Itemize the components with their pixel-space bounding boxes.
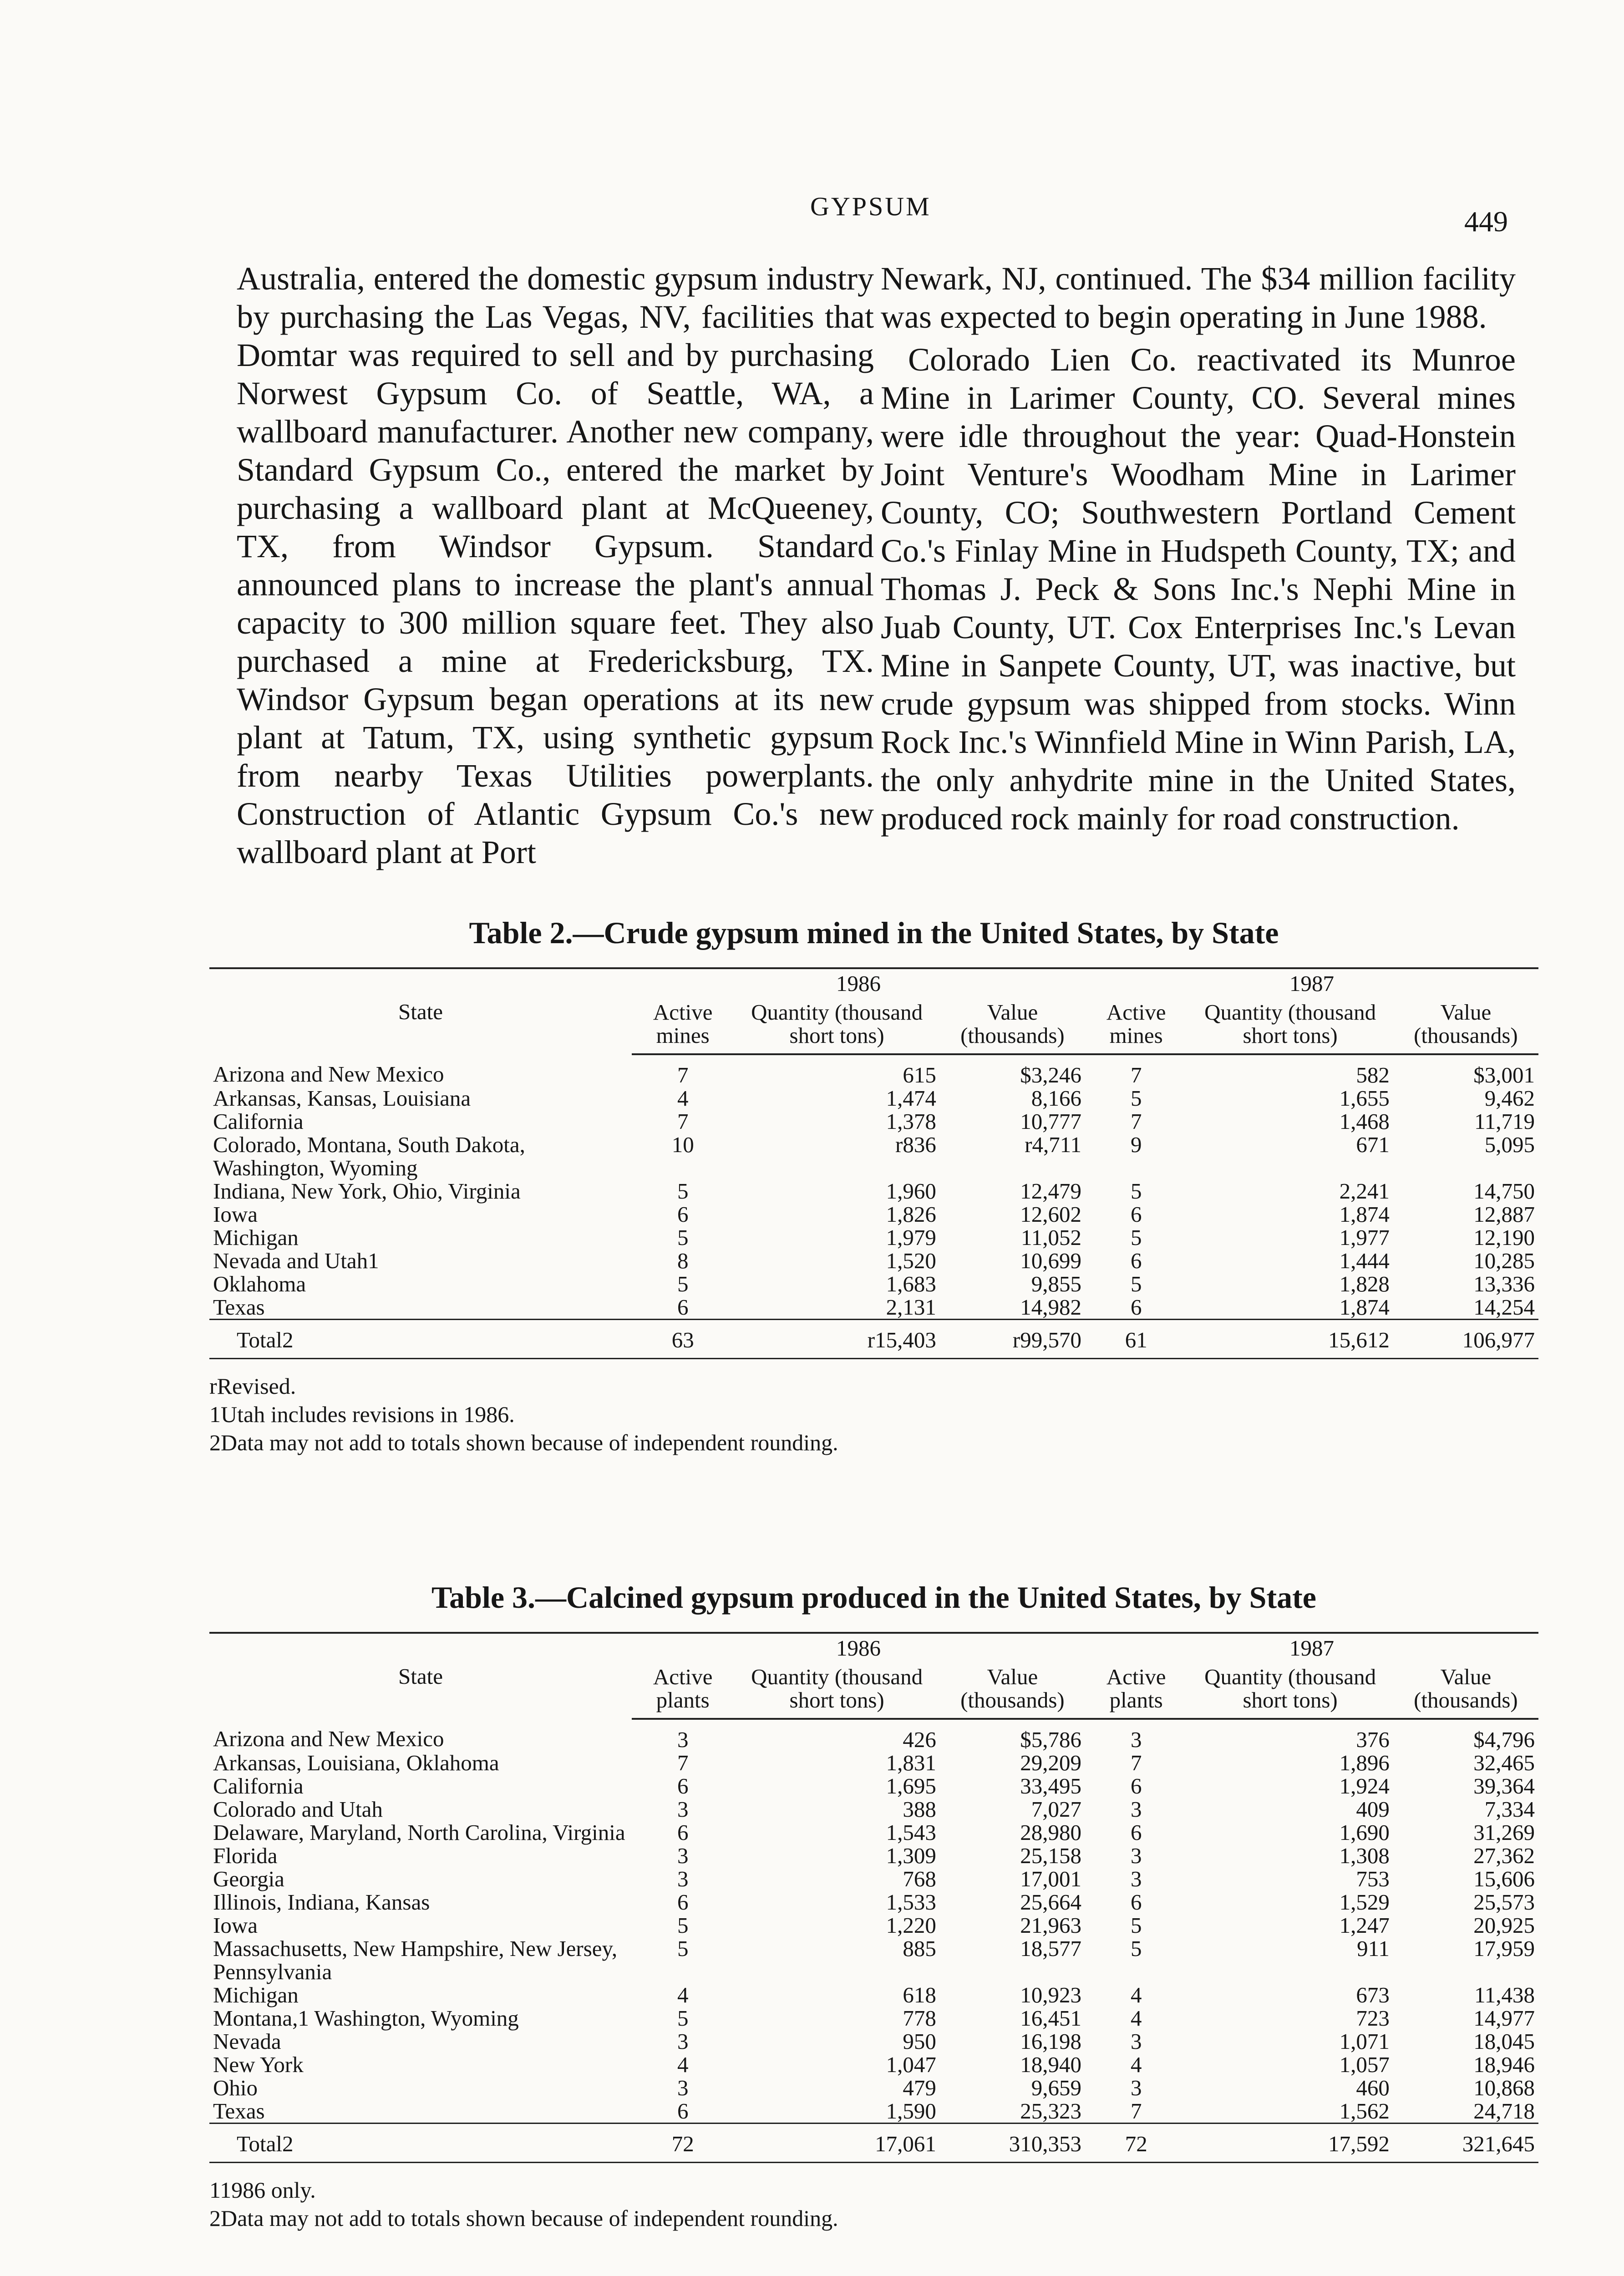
value-cell: 5,095 [1484, 1132, 1535, 1157]
value-cell: 671 [1356, 1132, 1390, 1157]
total-value-cell: 61 [1085, 1320, 1187, 1359]
value-cell: 3 [1130, 2029, 1142, 2054]
total-value-cell: 15,612 [1187, 1320, 1393, 1359]
value-cell: 1,874 [1339, 1202, 1390, 1227]
value-cell: 11,438 [1474, 1982, 1535, 2007]
value-cell: 3 [1130, 1866, 1142, 1891]
table-row [209, 1751, 1538, 1774]
column-header: Value (thousands) [1393, 1662, 1538, 1719]
value-cell: 4 [1130, 2006, 1142, 2031]
state-cell: Colorado, Montana, South Dakota, Washington, Wyoming [213, 1132, 525, 1180]
total-value-cell: 310,353 [940, 2124, 1085, 2163]
column-header: Quantity (thousand short tons) [734, 1662, 939, 1719]
value-cell: 13,336 [1473, 1271, 1535, 1296]
table-row [209, 1054, 1538, 1087]
paragraph: Colorado Lien Co. reactivated its Munroe Mine in Larimer County, CO. Several mines were idle throughout the year: Quad-Honstein Joint Venture's Woodham Mine in Larimer County, CO; Southwestern Portland Cement Co.'s Finlay Mine in Hudspeth County, TX; and Thomas J. Peck & Sons Inc.'s Nephi Mine in Juab County, UT. Cox Enterprises Inc.'s Levan Mine in Sanpete County, UT, was inactive, but crude gypsum was shipped from stocks. Winn Rock Inc.'s Winnfield Mine in Winn Parish, LA, the only anhydrite mine in the United States, produced rock mainly for road construction. [881, 341, 1516, 837]
state-cell: Michigan [213, 1982, 299, 2007]
value-cell: 16,451 [1020, 2006, 1081, 2031]
value-cell: 6 [1130, 1773, 1142, 1798]
table-row [209, 1133, 1538, 1179]
value-cell: 18,940 [1020, 2052, 1081, 2077]
value-cell: 14,750 [1473, 1179, 1535, 1204]
value-cell: 8 [677, 1248, 689, 1273]
column-header: Active plants [1085, 1662, 1187, 1719]
value-cell: $5,786 [1020, 1727, 1081, 1752]
value-cell: 20,925 [1473, 1913, 1535, 1938]
value-cell: 1,529 [1339, 1890, 1390, 1915]
value-cell: 14,977 [1473, 2006, 1535, 2031]
footnote: 2Data may not add to totals shown because of independent rounding. [209, 1430, 838, 1455]
value-cell: 3 [1130, 1843, 1142, 1868]
value-cell: 25,158 [1020, 1843, 1081, 1868]
value-cell: 618 [903, 1982, 936, 2007]
total-value-cell: 72 [1085, 2124, 1187, 2163]
value-cell: 1,977 [1339, 1225, 1390, 1250]
value-cell: 10,285 [1473, 1248, 1535, 1273]
value-cell: 11,052 [1021, 1225, 1081, 1250]
value-cell: 32,465 [1473, 1750, 1535, 1775]
state-cell: Ohio [213, 2075, 258, 2100]
state-cell: Delaware, Maryland, North Carolina, Virginia [213, 1820, 625, 1845]
value-cell: 1,924 [1339, 1773, 1390, 1798]
value-cell: 18,946 [1473, 2052, 1535, 2077]
value-cell: 1,308 [1339, 1843, 1390, 1868]
state-column-header: State [209, 1633, 632, 1719]
value-cell: 18,045 [1473, 2029, 1535, 2054]
value-cell: 1,831 [886, 1750, 936, 1775]
value-cell: 911 [1357, 1936, 1390, 1961]
value-cell: 1,047 [886, 2052, 936, 2077]
column-header: Active mines [632, 998, 734, 1054]
value-cell: 6 [677, 2098, 689, 2124]
value-cell: 3 [677, 1843, 689, 1868]
value-cell: 15,606 [1473, 1866, 1535, 1891]
table-footnotes [209, 2176, 1538, 2232]
table-row [209, 1983, 1538, 2007]
state-cell: Arizona and New Mexico [213, 1726, 444, 1751]
total-value-cell: 321,645 [1393, 2124, 1538, 2163]
state-cell: Oklahoma [213, 1271, 306, 1296]
value-cell: 582 [1356, 1062, 1390, 1087]
table-row [209, 1203, 1538, 1226]
value-cell: 9,659 [1031, 2075, 1081, 2100]
table-2 [209, 915, 1538, 1457]
state-cell: Colorado and Utah [213, 1797, 383, 1822]
value-cell: 1,655 [1339, 1086, 1390, 1111]
value-cell: 9 [1130, 1132, 1142, 1157]
state-cell: Iowa [213, 1913, 258, 1938]
total-value-cell: 106,977 [1393, 1320, 1538, 1359]
value-cell: 12,887 [1473, 1202, 1535, 1227]
value-cell: 4 [677, 1086, 689, 1111]
value-cell: 21,963 [1020, 1913, 1081, 1938]
footnote: 1Utah includes revisions in 1986. [209, 1402, 515, 1427]
value-cell: 9,855 [1031, 1271, 1081, 1296]
value-cell: 376 [1356, 1727, 1390, 1752]
table-row [209, 2099, 1538, 2124]
value-cell: 7 [677, 1109, 689, 1134]
value-cell: 2,131 [886, 1295, 936, 1320]
value-cell: 1,826 [886, 1202, 936, 1227]
footnote: 11986 only. [209, 2177, 316, 2203]
value-cell: 24,718 [1473, 2098, 1535, 2124]
total-row [209, 1320, 1538, 1359]
paragraph: Newark, NJ, continued. The $34 million facility was expected to begin operating in June 1988. [881, 260, 1516, 335]
value-cell: 6 [1130, 1248, 1142, 1273]
table-row [209, 1719, 1538, 1751]
value-cell: 5 [677, 2006, 689, 2031]
value-cell: 1,543 [886, 1820, 936, 1845]
year-header: 1986 [632, 968, 1085, 998]
value-cell: 5 [1130, 1936, 1142, 1961]
table-row [209, 1914, 1538, 1937]
table-row [209, 1821, 1538, 1844]
value-cell: 4 [1130, 1982, 1142, 2007]
state-cell: Texas [213, 1295, 265, 1320]
value-cell: 10,868 [1473, 2075, 1535, 2100]
value-cell: 4 [677, 2052, 689, 2077]
value-cell: 5 [1130, 1913, 1142, 1938]
value-cell: 615 [903, 1062, 936, 1087]
table-row [209, 1890, 1538, 1914]
column-header: Quantity (thousand short tons) [1187, 998, 1393, 1054]
value-cell: 6 [677, 1202, 689, 1227]
value-cell: 6 [1130, 1295, 1142, 1320]
state-cell: Nevada and Utah1 [213, 1248, 379, 1273]
value-cell: 1,896 [1339, 1750, 1390, 1775]
value-cell: 5 [1130, 1086, 1142, 1111]
value-cell: 27,362 [1473, 1843, 1535, 1868]
column-header: Value (thousands) [940, 998, 1085, 1054]
total-label: Total2 [209, 2124, 632, 2163]
state-cell: Florida [213, 1843, 278, 1868]
value-cell: 16,198 [1020, 2029, 1081, 2054]
value-cell: 1,979 [886, 1225, 936, 1250]
state-cell: Texas [213, 2098, 265, 2124]
value-cell: 673 [1356, 1982, 1390, 2007]
value-cell: 1,874 [1339, 1295, 1390, 1320]
table-row [209, 1798, 1538, 1821]
value-cell: 12,479 [1020, 1179, 1081, 1204]
value-cell: 4 [677, 1982, 689, 2007]
table-row [209, 1087, 1538, 1110]
value-cell: 39,364 [1473, 1773, 1535, 1798]
value-cell: 5 [1130, 1179, 1142, 1204]
value-cell: 7 [1130, 1750, 1142, 1775]
value-cell: 10,699 [1020, 1248, 1081, 1273]
value-cell: 12,602 [1020, 1202, 1081, 1227]
value-cell: 1,071 [1339, 2029, 1390, 2054]
value-cell: 6 [1130, 1820, 1142, 1845]
state-cell: California [213, 1773, 304, 1798]
value-cell: 1,378 [886, 1109, 936, 1134]
total-row [209, 2124, 1538, 2163]
value-cell: 5 [1130, 1271, 1142, 1296]
year-header: 1987 [1085, 968, 1538, 998]
value-cell: 10,923 [1020, 1982, 1081, 2007]
value-cell: 8,166 [1031, 1086, 1081, 1111]
value-cell: 5 [1130, 1225, 1142, 1250]
paragraph: Australia, entered the domestic gypsum industry by purchasing the Las Vegas, NV, facilities that Domtar was required to sell and by purchasing Norwest Gypsum Co. of Seattle, WA, a wallboard manufacturer. Another new company, Standard Gypsum Co., entered the market by purchasing a wallboard plant at McQueeney, TX, from Windsor Gypsum. Standard announced plans to increase the plant's annual capacity to 300 million square feet. They also purchased a mine at Fredericksburg, TX. Windsor Gypsum began operations at its new plant at Tatum, TX, using synthetic gypsum from nearby Texas Utilities powerplants. Construction of Atlantic Gypsum Co.'s new wallboard plant at Port [237, 260, 874, 870]
table-row [209, 1295, 1538, 1320]
total-value-cell: 72 [632, 2124, 734, 2163]
value-cell: 6 [677, 1890, 689, 1915]
value-cell: 1,474 [886, 1086, 936, 1111]
table-row [209, 1179, 1538, 1203]
value-cell: 885 [903, 1936, 936, 1961]
total-label: Total2 [209, 1320, 632, 1359]
value-cell: 25,323 [1020, 2098, 1081, 2124]
state-cell: Nevada [213, 2029, 281, 2054]
value-cell: 1,683 [886, 1271, 936, 1296]
body-right-column [881, 259, 1516, 842]
value-cell: 778 [903, 2006, 936, 2031]
column-header: Active plants [632, 1662, 734, 1719]
value-cell: 7 [677, 1750, 689, 1775]
value-cell: 7,334 [1484, 1797, 1535, 1822]
value-cell: 1,590 [886, 2098, 936, 2124]
value-cell: 1,828 [1339, 1271, 1390, 1296]
year-header: 1986 [632, 1633, 1085, 1662]
state-cell: Arkansas, Louisiana, Oklahoma [213, 1750, 499, 1775]
table-title: Table 3.—Calcined gypsum produced in the United States, by State [431, 1580, 1316, 1615]
value-cell: 6 [1130, 1202, 1142, 1227]
value-cell: 25,573 [1473, 1890, 1535, 1915]
state-cell: Indiana, New York, Ohio, Virginia [213, 1179, 521, 1204]
value-cell: 768 [903, 1866, 936, 1891]
value-cell: 3 [1130, 1797, 1142, 1822]
column-header: Quantity (thousand short tons) [1187, 1662, 1393, 1719]
value-cell: 4 [1130, 2052, 1142, 2077]
value-cell: 3 [677, 2029, 689, 2054]
value-cell: 17,001 [1020, 1866, 1081, 1891]
value-cell: 5 [677, 1271, 689, 1296]
value-cell: 5 [677, 1179, 689, 1204]
column-header: Value (thousands) [1393, 998, 1538, 1054]
state-cell: Arizona and New Mexico [213, 1062, 444, 1087]
total-value-cell: 63 [632, 1320, 734, 1359]
table-row [209, 2030, 1538, 2053]
table-row [209, 2053, 1538, 2076]
state-column-header: State [209, 968, 632, 1054]
table-row [209, 1867, 1538, 1890]
value-cell: 1,533 [886, 1890, 936, 1915]
value-cell: 31,269 [1473, 1820, 1535, 1845]
value-cell: 11,719 [1474, 1109, 1535, 1134]
total-value-cell: 17,592 [1187, 2124, 1393, 2163]
state-cell: Massachusetts, New Hampshire, New Jersey, Pennsylvania [213, 1936, 618, 1984]
value-cell: r4,711 [1025, 1132, 1081, 1157]
value-cell: r836 [895, 1132, 936, 1157]
page-header-title: GYPSUM [810, 192, 931, 221]
state-cell: Illinois, Indiana, Kansas [213, 1890, 430, 1915]
value-cell: 33,495 [1020, 1773, 1081, 1798]
state-cell: California [213, 1109, 304, 1134]
total-value-cell: 17,061 [734, 2124, 939, 2163]
value-cell: 14,982 [1020, 1295, 1081, 1320]
value-cell: $4,796 [1473, 1727, 1535, 1752]
value-cell: 723 [1356, 2006, 1390, 2031]
state-cell: Michigan [213, 1225, 299, 1250]
table-row [209, 2076, 1538, 2099]
value-cell: 1,247 [1339, 1913, 1390, 1938]
table-row [209, 1844, 1538, 1867]
value-cell: 6 [677, 1820, 689, 1845]
value-cell: 1,695 [886, 1773, 936, 1798]
state-cell: New York [213, 2052, 304, 2077]
value-cell: 479 [903, 2075, 936, 2100]
value-cell: $3,246 [1020, 1062, 1081, 1087]
data-table [209, 1632, 1538, 2163]
state-cell: Arkansas, Kansas, Louisiana [213, 1086, 471, 1111]
value-cell: 5 [677, 1913, 689, 1938]
value-cell: 25,664 [1020, 1890, 1081, 1915]
value-cell: 426 [903, 1727, 936, 1752]
value-cell: 7 [1130, 1062, 1142, 1087]
value-cell: 1,468 [1339, 1109, 1390, 1134]
value-cell: 10 [671, 1132, 694, 1157]
total-value-cell: r99,570 [940, 1320, 1085, 1359]
footnote: 2Data may not add to totals shown because of independent rounding. [209, 2205, 838, 2231]
data-table [209, 967, 1538, 1359]
value-cell: 753 [1356, 1866, 1390, 1891]
value-cell: 10,777 [1020, 1109, 1081, 1134]
column-header: Quantity (thousand short tons) [734, 998, 939, 1054]
column-header: Active mines [1085, 998, 1187, 1054]
value-cell: 7 [1130, 1109, 1142, 1134]
value-cell: 7 [1130, 2098, 1142, 2124]
table-row [209, 1272, 1538, 1295]
footnote: rRevised. [209, 1373, 296, 1399]
value-cell: 1,520 [886, 1248, 936, 1273]
value-cell: 409 [1356, 1797, 1390, 1822]
value-cell: 950 [903, 2029, 936, 2054]
value-cell: 388 [903, 1797, 936, 1822]
value-cell: 1,690 [1339, 1820, 1390, 1845]
value-cell: 17,959 [1473, 1936, 1535, 1961]
table-title: Table 2.—Crude gypsum mined in the United States, by State [469, 915, 1279, 950]
value-cell: 7 [677, 1062, 689, 1087]
value-cell: 1,309 [886, 1843, 936, 1868]
table-row [209, 1249, 1538, 1272]
value-cell: 1,960 [886, 1179, 936, 1204]
value-cell: 6 [677, 1295, 689, 1320]
value-cell: 3 [1130, 2075, 1142, 2100]
value-cell: 3 [677, 1727, 689, 1752]
value-cell: 460 [1356, 2075, 1390, 2100]
body-left-column [237, 259, 874, 876]
table-row [209, 1937, 1538, 1983]
value-cell: 5 [677, 1936, 689, 1961]
state-cell: Montana,1 Washington, Wyoming [213, 2006, 519, 2031]
value-cell: 29,209 [1020, 1750, 1081, 1775]
value-cell: 1,220 [886, 1913, 936, 1938]
state-cell: Iowa [213, 1202, 258, 1227]
value-cell: 28,980 [1020, 1820, 1081, 1845]
value-cell: 6 [677, 1773, 689, 1798]
table-3 [209, 1580, 1538, 2232]
value-cell: 3 [1130, 1727, 1142, 1752]
value-cell: 1,057 [1339, 2052, 1390, 2077]
value-cell: 9,462 [1484, 1086, 1535, 1111]
value-cell: 6 [1130, 1890, 1142, 1915]
value-cell: 18,577 [1020, 1936, 1081, 1961]
total-value-cell: r15,403 [734, 1320, 939, 1359]
table-row [209, 1226, 1538, 1249]
value-cell: 2,241 [1339, 1179, 1390, 1204]
state-cell: Georgia [213, 1866, 284, 1891]
value-cell: 3 [677, 1866, 689, 1891]
value-cell: 5 [677, 1225, 689, 1250]
value-cell: $3,001 [1473, 1062, 1535, 1087]
value-cell: 1,562 [1339, 2098, 1390, 2124]
value-cell: 7,027 [1031, 1797, 1081, 1822]
column-header: Value (thousands) [940, 1662, 1085, 1719]
value-cell: 14,254 [1473, 1295, 1535, 1320]
value-cell: 3 [677, 1797, 689, 1822]
value-cell: 12,190 [1473, 1225, 1535, 1250]
page-number: 449 [1464, 205, 1508, 238]
table-row [209, 1774, 1538, 1798]
year-header: 1987 [1085, 1633, 1538, 1662]
table-footnotes [209, 1372, 1538, 1457]
table-row [209, 1110, 1538, 1133]
table-row [209, 2007, 1538, 2030]
value-cell: 1,444 [1339, 1248, 1390, 1273]
value-cell: 3 [677, 2075, 689, 2100]
